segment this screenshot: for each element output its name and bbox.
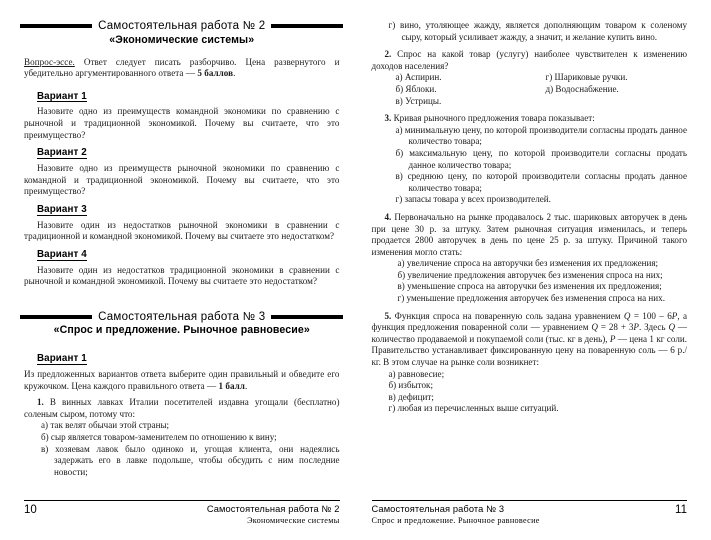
question-2-options: [396, 72, 688, 107]
title-rule-left: [20, 24, 92, 28]
formula-2-variable-p: P: [633, 322, 639, 333]
work3-variant-1-block: [24, 347, 340, 369]
question-2-body: Спрос на какой товар (услугу) наиболее чувствителен к изменению доходов населения?: [371, 49, 687, 71]
variant-3-text: Назовите один из недостатков рыночной экономики в сравнении с традиционной и командной экономикой. Почему вы считаете это недостатком?: [24, 219, 340, 242]
section-title: Самостоятельная работа № 2: [98, 20, 266, 32]
question-5-number: 5.: [384, 310, 392, 321]
test-instructions: [24, 369, 340, 392]
variant-4-text: Назовите один из недостатков традиционной экономики в сравнении с рыночной и командной экономикой. Почему вы считаете это недостатком?: [24, 264, 340, 287]
question-5-body-1: Функция спроса на поваренную соль задана уравнением: [391, 310, 624, 321]
question-3-options: [372, 125, 688, 206]
right-page-content: [372, 20, 688, 415]
test-instructions-score: 1 балл: [218, 380, 245, 391]
option-b[interactable]: б) Яблоки.: [395, 83, 437, 94]
question-3-body: Кривая рыночного предложения товара показывает:: [391, 113, 595, 124]
option-empty: [546, 96, 688, 108]
variant-4-label: Вариант 4: [37, 248, 87, 260]
right-page-footer: [372, 500, 688, 527]
legend-variable-p: P: [609, 333, 616, 344]
formula-2-operator: = 28 + 3: [597, 322, 634, 333]
option-b[interactable]: б) максимальную цену, по которой производители согласны продать данное количество товара;: [395, 147, 687, 170]
title-rule-right-2: [271, 315, 343, 319]
title-rule-right: [271, 24, 343, 28]
question-3-number: 3.: [384, 113, 392, 124]
question-5-body-5: — цена 1 кг соли. Правительство устанавливает фиксированную цену на поваренную соль — 6 р./кг. В этом случае на рынке соли возникнет:: [371, 333, 687, 368]
variant-2-label: Вариант 2: [37, 147, 87, 159]
right-page: [356, 0, 711, 540]
section-heading-work-2: [24, 20, 340, 46]
essay-instructions: [24, 57, 340, 80]
test-instructions-tail: .: [244, 380, 248, 391]
running-head: [372, 504, 540, 527]
formula-1-variable-q: Q: [623, 310, 631, 321]
running-head: [207, 504, 340, 527]
variant-2-text: Назовите одно из преимуществ рыночной экономики по сравнению с командной и традиционной экономикой. Почему вы считаете, что это преимущество?: [24, 163, 340, 197]
question-4-text: [372, 212, 688, 258]
essay-instructions-tail: .: [233, 68, 236, 79]
question-1-number: 1.: [37, 397, 44, 408]
option-v[interactable]: в) Устрицы.: [395, 95, 442, 106]
footer-rule: [372, 500, 688, 501]
running-head-line-2: Экономические системы: [247, 516, 340, 525]
question-1-options-continued: [372, 20, 688, 43]
question-3-text: [372, 113, 688, 125]
question-2-text: [372, 49, 688, 72]
section-title-2: Самостоятельная работа № 3: [98, 310, 266, 323]
option-v[interactable]: в) уменьшение спроса на авторучки без изменения их предложения;: [397, 281, 662, 292]
variant-1-text: Назовите одно из преимуществ командной экономики по сравнению с рыночной и традиционной экономикой. Почему вы считаете, что это преимущество?: [24, 106, 340, 140]
question-1-body: В винных лавках Италии посетителей издавна угощали (бесплатно) соленым сыром, потому что:: [24, 397, 340, 419]
option-g[interactable]: г) запасы товара у всех производителей.: [395, 194, 551, 205]
option-d[interactable]: д) Водоснабжение.: [545, 83, 619, 94]
variant-2-block: [24, 141, 340, 163]
section-subtitle: «Экономические системы»: [109, 33, 255, 46]
question-5-body-4: — количество продаваемой и покупаемой соли (тыс. кг в день),: [371, 322, 687, 344]
option-b[interactable]: б) увеличение предложения авторучек без изменения спроса на них;: [397, 269, 663, 280]
option-v[interactable]: в) дефицит;: [388, 391, 434, 402]
left-page-content: [24, 20, 340, 478]
test-instructions-body: Из предложенных вариантов ответа выберите один правильный и обведите его кружочком. Цена каждого правильного ответа —: [24, 369, 340, 391]
question-2-number: 2.: [384, 49, 392, 60]
section-title-row: [24, 20, 340, 32]
question-4-options: [372, 258, 688, 304]
option-g[interactable]: г) уменьшение предложения авторучек без изменения спроса на них.: [397, 293, 665, 304]
variant-3-block: [24, 198, 340, 220]
option-g[interactable]: г) вино, утоляющее жажду, является дополняющим товаром к соленому сыру, который усиливает жажду, а значит, и желание купить вино.: [388, 20, 687, 42]
running-head-line-2: Спрос и предложение. Рыночное равновесие: [371, 516, 540, 525]
option-a[interactable]: а) так велят обычаи этой страны;: [41, 420, 170, 431]
section-title-row-2: [24, 311, 340, 323]
question-4-number: 4.: [384, 211, 392, 222]
option-a[interactable]: а) Аспирин.: [395, 72, 442, 83]
question-5-body-2: , а функция предложения поваренной соли — уравнением: [371, 310, 687, 333]
page-number: 11: [675, 503, 687, 516]
variant-1-label: Вариант 1: [37, 90, 87, 102]
left-page-footer: [24, 500, 340, 527]
footer-row: [372, 504, 688, 527]
legend-variable-q: Q: [668, 322, 676, 333]
essay-instructions-body: Ответ следует писать разборчиво. Цена развернутого и убедительно аргументированного ответа —: [24, 56, 340, 79]
question-4-body: Первоначально на рынке продавалось 2 тыс. шариковых авторучек в день при цене 30 р. за штуку. Затем рыночная ситуация изменилась, и теперь продается 2800 авторучек в день по цене 25 р. за штуку. Причиной такого изменения могло стать:: [371, 211, 687, 257]
title-rule-left-2: [20, 315, 92, 319]
question-1-text: [24, 397, 340, 420]
variant-1-block: [24, 85, 340, 107]
option-a[interactable]: а) равновесие;: [388, 368, 445, 379]
question-1-options: [24, 420, 340, 478]
question-5-options: [372, 369, 688, 415]
option-g[interactable]: г) любая из перечисленных выше ситуаций.: [388, 403, 559, 414]
section-heading-work-3: [24, 311, 340, 337]
option-a[interactable]: а) увеличение спроса на авторучки без изменения их предложения;: [397, 258, 659, 269]
essay-instructions-score: 5 баллов: [197, 68, 234, 79]
variant-4-block: [24, 243, 340, 265]
option-b[interactable]: б) сыр является товаром-заменителем по отношению к вину;: [41, 432, 277, 443]
work3-variant-1-label: Вариант 1: [37, 353, 87, 365]
option-a[interactable]: а) минимальную цену, по которой производители согласны продать данное количество товара;: [395, 124, 687, 147]
running-head-line-1: Самостоятельная работа № 3: [371, 503, 505, 514]
formula-1-variable-p: P: [671, 310, 678, 321]
variant-3-label: Вариант 3: [37, 203, 87, 215]
option-v[interactable]: в) хозяевам лавок было одиноко и, угощая клиента, они надеялись задержать его в лавке подольше, чтобы обсудить с ним последние новости;: [41, 443, 340, 477]
option-g[interactable]: г) Шариковые ручки.: [545, 72, 628, 83]
essay-instructions-lead: Вопрос-эссе.: [24, 56, 75, 67]
formula-1-operator: = 100 – 6: [630, 310, 672, 321]
page-number: 10: [24, 503, 37, 516]
question-5-text: [372, 311, 688, 369]
option-b[interactable]: б) избыток;: [388, 380, 433, 391]
option-v[interactable]: в) среднюю цену, по которой производители согласны продать данное количество товара;: [395, 171, 687, 193]
question-5-body-3: . Здесь: [638, 322, 669, 333]
running-head-line-1: Самостоятельная работа № 2: [206, 503, 340, 514]
footer-row: [24, 504, 340, 527]
section-spacer: [24, 288, 340, 311]
formula-2-variable-q: Q: [591, 322, 598, 333]
footer-rule: [24, 500, 340, 501]
section-subtitle-2: «Спрос и предложение. Рыночное равновесие»: [53, 324, 310, 337]
